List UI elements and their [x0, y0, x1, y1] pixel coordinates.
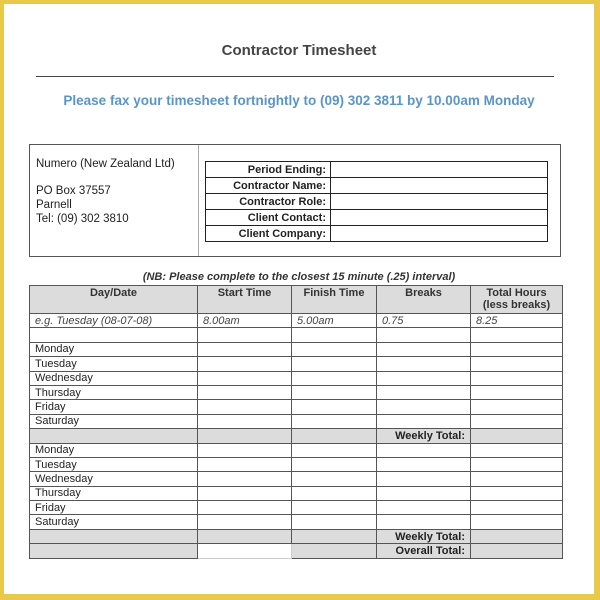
- col-header-finish: Finish Time: [292, 286, 377, 314]
- total-cell[interactable]: [471, 371, 563, 385]
- client-contact-field[interactable]: [331, 210, 548, 226]
- start-cell[interactable]: [198, 457, 292, 471]
- fax-notice: Please fax your timesheet fortnightly to (09) 302 3811 by 10.00am Monday: [63, 93, 535, 108]
- start-cell[interactable]: [198, 400, 292, 414]
- col-header-total-line2: (less breaks): [482, 299, 551, 311]
- col-header-start: Start Time: [198, 286, 292, 314]
- finish-cell[interactable]: [292, 501, 377, 515]
- start-cell[interactable]: [198, 443, 292, 457]
- example-total: 8.25: [471, 314, 563, 328]
- col-header-total: [471, 286, 563, 314]
- company-po-box: PO Box 37557: [36, 185, 111, 197]
- week2-day-label: Saturday: [30, 515, 198, 529]
- start-cell[interactable]: [198, 342, 292, 356]
- week1-row-saturday: [30, 414, 563, 428]
- finish-cell[interactable]: [292, 515, 377, 529]
- breaks-cell[interactable]: [377, 486, 471, 500]
- finish-cell[interactable]: [292, 457, 377, 471]
- client-company-field[interactable]: [331, 226, 548, 242]
- week1-total-row: [30, 429, 563, 443]
- week2-total-label: Weekly Total:: [377, 529, 471, 543]
- start-cell[interactable]: [198, 501, 292, 515]
- start-cell[interactable]: [198, 486, 292, 500]
- week1-row-tuesday: [30, 357, 563, 371]
- contractor-name-label: Contractor Name:: [206, 178, 331, 194]
- week2-row-monday: [30, 443, 563, 457]
- example-finish: 5.00am: [292, 314, 377, 328]
- week1-row-wednesday: [30, 371, 563, 385]
- company-suburb: Parnell: [36, 199, 72, 211]
- week2-row-wednesday: [30, 472, 563, 486]
- total-cell[interactable]: [471, 515, 563, 529]
- title-divider: [36, 76, 554, 77]
- total-cell[interactable]: [471, 357, 563, 371]
- breaks-cell[interactable]: [377, 515, 471, 529]
- start-cell[interactable]: [198, 414, 292, 428]
- company-address: [36, 157, 175, 226]
- week1-row-friday: [30, 400, 563, 414]
- finish-cell[interactable]: [292, 443, 377, 457]
- breaks-cell[interactable]: [377, 385, 471, 399]
- breaks-cell[interactable]: [377, 443, 471, 457]
- period-ending-label: Period Ending:: [206, 162, 331, 178]
- contractor-name-row: [206, 178, 548, 194]
- contractor-role-field[interactable]: [331, 194, 548, 210]
- info-divider: [198, 145, 199, 256]
- week2-day-label: Thursday: [30, 486, 198, 500]
- week1-day-label: Thursday: [30, 385, 198, 399]
- period-ending-field[interactable]: [331, 162, 548, 178]
- breaks-cell[interactable]: [377, 400, 471, 414]
- timesheet-page: [4, 4, 594, 594]
- week2-row-thursday: [30, 486, 563, 500]
- page-title: Contractor Timesheet: [221, 42, 377, 59]
- week2-row-friday: [30, 501, 563, 515]
- example-start: 8.00am: [198, 314, 292, 328]
- client-contact-row: [206, 210, 548, 226]
- total-cell[interactable]: [471, 472, 563, 486]
- overall-total-label: Overall Total:: [377, 544, 471, 558]
- finish-cell[interactable]: [292, 472, 377, 486]
- client-contact-label: Client Contact:: [206, 210, 331, 226]
- period-ending-row: [206, 162, 548, 178]
- finish-cell[interactable]: [292, 486, 377, 500]
- week2-total-value[interactable]: [471, 529, 563, 543]
- breaks-cell[interactable]: [377, 342, 471, 356]
- overall-total-value[interactable]: [471, 544, 563, 558]
- interval-note: (NB: Please complete to the closest 15 minute (.25) interval): [142, 271, 456, 283]
- overall-total-row: [30, 544, 563, 558]
- breaks-cell[interactable]: [377, 457, 471, 471]
- week2-day-label: Monday: [30, 443, 198, 457]
- example-breaks: 0.75: [377, 314, 471, 328]
- week1-row-monday: [30, 342, 563, 356]
- week1-day-label: Tuesday: [30, 357, 198, 371]
- period-details-table: [205, 161, 548, 242]
- week1-day-label: Saturday: [30, 414, 198, 428]
- total-cell[interactable]: [471, 385, 563, 399]
- finish-cell[interactable]: [292, 414, 377, 428]
- week2-day-label: Wednesday: [30, 472, 198, 486]
- company-tel: Tel: (09) 302 3810: [36, 213, 129, 225]
- start-cell[interactable]: [198, 472, 292, 486]
- contractor-role-label: Contractor Role:: [206, 194, 331, 210]
- finish-cell[interactable]: [292, 385, 377, 399]
- start-cell[interactable]: [198, 357, 292, 371]
- contractor-name-field[interactable]: [331, 178, 548, 194]
- week2-row-tuesday: [30, 457, 563, 471]
- blank-row: [30, 328, 563, 342]
- finish-cell[interactable]: [292, 371, 377, 385]
- week1-total-label: Weekly Total:: [377, 429, 471, 443]
- header-row: [30, 286, 563, 314]
- start-cell[interactable]: [198, 515, 292, 529]
- breaks-cell[interactable]: [377, 371, 471, 385]
- breaks-cell[interactable]: [377, 472, 471, 486]
- week2-total-row: [30, 529, 563, 543]
- contractor-role-row: [206, 194, 548, 210]
- col-header-day: Day/Date: [30, 286, 198, 314]
- total-cell[interactable]: [471, 501, 563, 515]
- finish-cell[interactable]: [292, 342, 377, 356]
- week2-row-saturday: [30, 515, 563, 529]
- client-company-label: Client Company:: [206, 226, 331, 242]
- week1-day-label: Wednesday: [30, 371, 198, 385]
- week1-row-thursday: [30, 385, 563, 399]
- total-cell[interactable]: [471, 342, 563, 356]
- week1-day-label: Friday: [30, 400, 198, 414]
- info-box: [29, 144, 561, 257]
- breaks-cell[interactable]: [377, 357, 471, 371]
- total-cell[interactable]: [471, 443, 563, 457]
- col-header-breaks: Breaks: [377, 286, 471, 314]
- start-cell[interactable]: [198, 385, 292, 399]
- finish-cell[interactable]: [292, 357, 377, 371]
- company-name: Numero (New Zealand Ltd): [36, 158, 175, 170]
- week1-day-label: Monday: [30, 342, 198, 356]
- total-cell[interactable]: [471, 400, 563, 414]
- week2-day-label: Tuesday: [30, 457, 198, 471]
- week2-day-label: Friday: [30, 501, 198, 515]
- client-company-row: [206, 226, 548, 242]
- start-cell[interactable]: [198, 371, 292, 385]
- breaks-cell[interactable]: [377, 414, 471, 428]
- col-header-total-line1: Total Hours: [486, 287, 547, 299]
- total-cell[interactable]: [471, 414, 563, 428]
- timesheet-table: [29, 285, 563, 559]
- total-cell[interactable]: [471, 457, 563, 471]
- example-day: e.g. Tuesday (08-07-08): [30, 314, 198, 328]
- breaks-cell[interactable]: [377, 501, 471, 515]
- week1-total-value[interactable]: [471, 429, 563, 443]
- example-row: [30, 314, 563, 328]
- total-cell[interactable]: [471, 486, 563, 500]
- finish-cell[interactable]: [292, 400, 377, 414]
